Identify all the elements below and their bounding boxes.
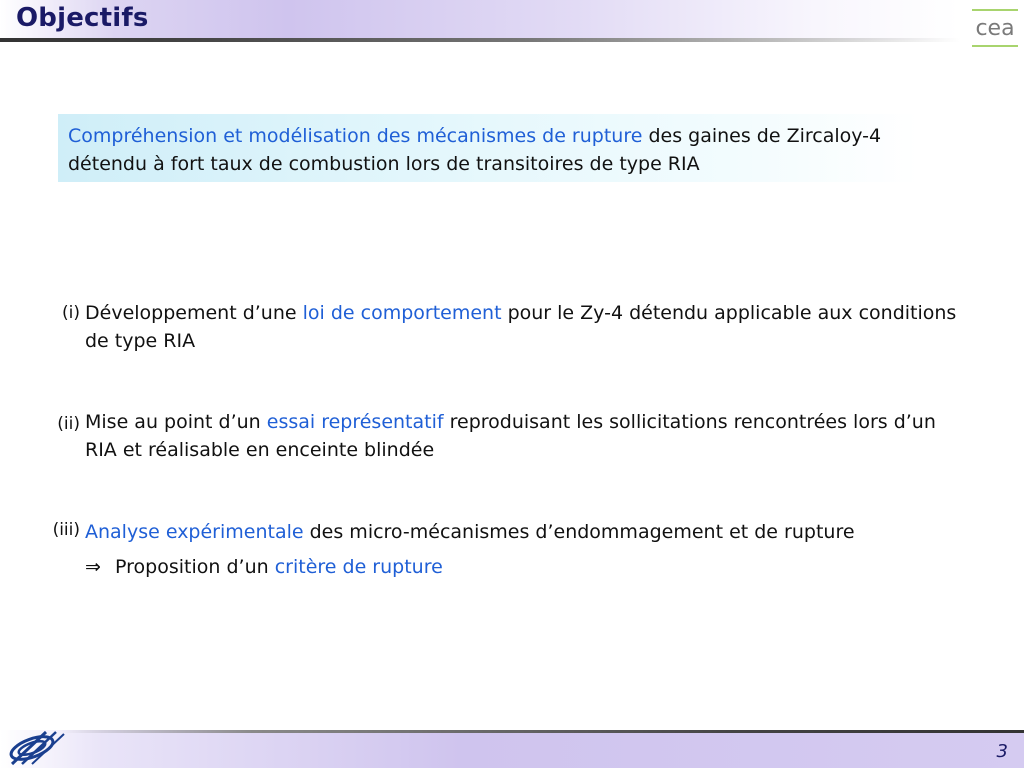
footer-rule — [60, 730, 1024, 733]
item-number-ii: (ii) — [57, 414, 80, 434]
institute-emblem-icon — [2, 728, 72, 766]
item-iii-highlight: Analyse expérimentale — [85, 521, 304, 543]
objective-text — [68, 122, 948, 178]
consequence-highlight: critère de rupture — [274, 556, 443, 578]
item-number-iii: (iii) — [52, 520, 80, 540]
cea-logo-icon — [968, 4, 1022, 52]
implies-arrow-icon: ⇒ — [85, 556, 101, 578]
slide-title: Objectifs — [16, 3, 149, 33]
objective-highlight: Compréhension et modélisation des mécanismes de rupture — [68, 125, 643, 147]
item-text-iii — [85, 518, 965, 546]
item-text-i — [85, 299, 965, 355]
item-i-highlight: loi de comportement — [302, 302, 502, 324]
item-ii-pre: Mise au point d’un — [85, 411, 267, 433]
title-rule — [0, 38, 960, 42]
cea-logo-text: cea — [975, 16, 1015, 41]
item-ii-post: reproduisant les sollicitations rencontrées lors d’un RIA et réalisable en enceinte blindée — [85, 411, 936, 461]
consequence-line — [85, 553, 965, 581]
item-number-i: (i) — [62, 303, 80, 323]
item-i-post: pour le Zy-4 détendu applicable aux conditions de type RIA — [85, 302, 957, 352]
consequence-pre: Proposition d’un — [109, 556, 275, 578]
item-i-pre: Développement d’une — [85, 302, 303, 324]
item-ii-highlight: essai représentatif — [266, 411, 444, 433]
item-iii-post: des micro-mécanismes d’endommagement et de rupture — [303, 521, 855, 543]
page-number: 3 — [996, 741, 1008, 762]
footer-band — [0, 730, 1024, 768]
item-text-ii — [85, 408, 965, 464]
objective-rest: des gaines de Zircaloy-4 détendu à fort taux de combustion lors de transitoires de type RIA — [68, 125, 882, 175]
